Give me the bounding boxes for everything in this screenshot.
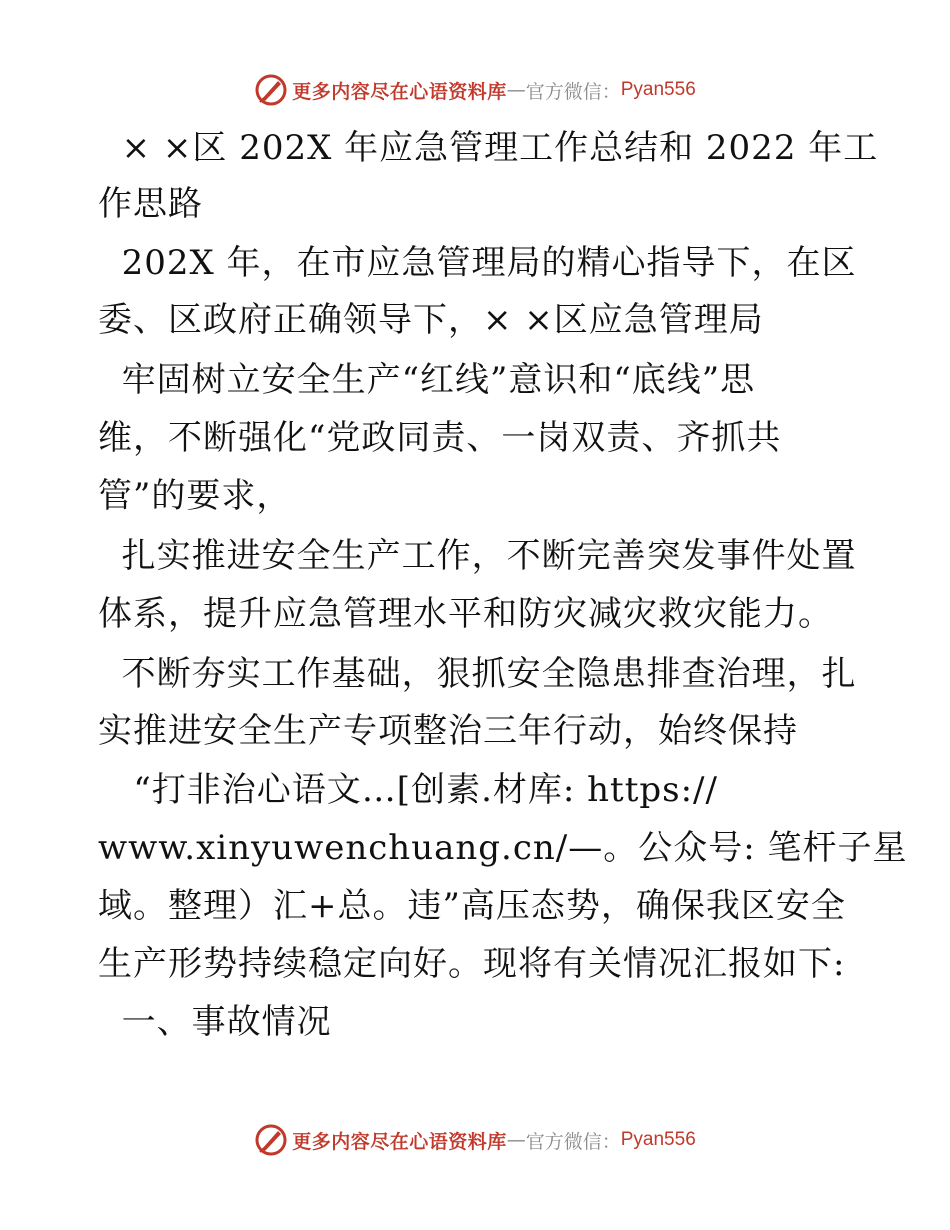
- watermark-site-text: 更多内容尽在心语资料库: [292, 80, 507, 103]
- doc-line-5: 牢固树立安全生产“红线”意识和“底线”思: [98, 360, 756, 400]
- doc-line-6: 维，不断强化“党政同责、一岗双责、齐抓共: [98, 418, 782, 458]
- top-watermark-banner: [0, 70, 950, 110]
- watermark-site-text: 更多内容尽在心语资料库: [292, 1130, 507, 1153]
- doc-line-11: 实推进安全生产专项整治三年行动，始终保持: [98, 711, 798, 751]
- quill-logo-icon: [254, 73, 288, 107]
- watermark-wechat-id: Pyan556: [620, 79, 696, 100]
- doc-line-section-heading: 一、事故情况: [98, 1002, 332, 1042]
- doc-line-7: 管”的要求，: [98, 476, 292, 516]
- doc-line-9: 体系，提升应急管理水平和防灾减灾救灾能力。: [98, 594, 833, 634]
- doc-line-15: 生产形势持续稳定向好。现将有关情况汇报如下:: [98, 944, 846, 984]
- doc-line-12: “打非治心语文…[创素.材库: https://: [98, 770, 718, 810]
- doc-line-10: 不断夯实工作基础，狠抓安全隐患排查治理，扎: [98, 654, 857, 694]
- watermark-wechat-label: 官方微信：: [525, 80, 621, 103]
- bottom-watermark-banner: [0, 1120, 950, 1160]
- watermark-dash: —: [506, 79, 526, 101]
- watermark-wechat-label: 官方微信：: [525, 1130, 621, 1153]
- quill-logo-icon: [254, 1123, 288, 1157]
- doc-line-14: 域。整理）汇+总。违”高压态势，确保我区安全: [98, 886, 846, 926]
- doc-line-title-1: × ×区 202X 年应急管理工作总结和 2022 年工: [98, 128, 879, 168]
- watermark-wechat-id: Pyan556: [620, 1129, 696, 1150]
- doc-line-4: 委、区政府正确领导下，× ×区应急管理局: [98, 300, 764, 340]
- doc-line-8: 扎实推进安全生产工作，不断完善突发事件处置: [98, 536, 857, 576]
- doc-line-title-2: 作思路: [98, 184, 203, 224]
- doc-line-13: www.xinyuwenchuang.cn/—。公众号: 笔杆子星: [98, 828, 908, 868]
- watermark-dash: —: [506, 1129, 526, 1151]
- doc-line-3: 202X 年，在市应急管理局的精心指导下，在区: [98, 243, 857, 283]
